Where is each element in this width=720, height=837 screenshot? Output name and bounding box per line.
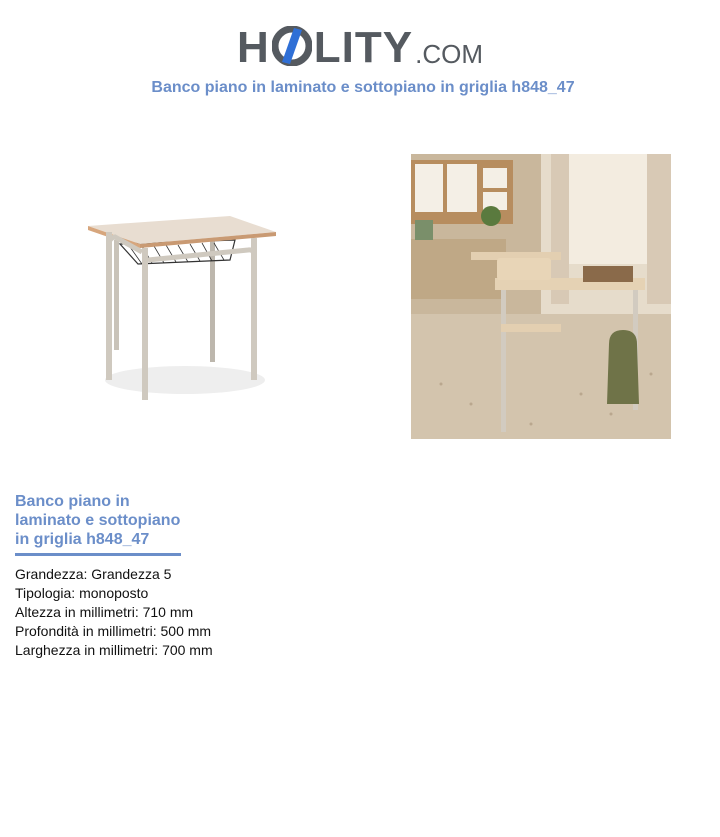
spec-row-grandezza: Grandezza: Grandezza 5 bbox=[15, 566, 172, 582]
spec-value: monoposto bbox=[79, 585, 149, 601]
section-divider bbox=[15, 553, 181, 556]
classroom-photo bbox=[411, 154, 671, 439]
spec-row-profondita: Profondità in millimetri: 500 mm bbox=[15, 623, 212, 639]
page-title: Banco piano in laminato e sottopiano in griglia h848_47 bbox=[151, 79, 575, 96]
spec-label: Altezza in millimetri bbox=[15, 604, 135, 620]
spec-value: Grandezza 5 bbox=[91, 566, 172, 582]
spec-value: 500 mm bbox=[160, 623, 212, 639]
spec-row-tipologia: Tipologia: monoposto bbox=[15, 585, 149, 601]
logo-o-icon bbox=[272, 26, 312, 66]
brand-logo[interactable] bbox=[0, 10, 720, 70]
spec-row-altezza: Altezza in millimetri: 710 mm bbox=[15, 604, 194, 620]
spec-list bbox=[15, 565, 213, 660]
spec-label: Tipologia bbox=[15, 585, 72, 601]
logo-tld: .COM bbox=[415, 39, 483, 69]
spec-value: 710 mm bbox=[142, 604, 194, 620]
logo-text: H LITY bbox=[237, 23, 414, 72]
product-section-title: Banco piano in laminato e sottopiano in griglia h848_47 bbox=[15, 493, 181, 548]
spec-label: Larghezza in millimetri bbox=[15, 642, 155, 658]
spec-label: Grandezza bbox=[15, 566, 84, 582]
spec-value: 700 mm bbox=[162, 642, 213, 658]
spec-row-larghezza: Larghezza in millimetri: 700 mm bbox=[15, 642, 213, 658]
school-desk-photo bbox=[80, 200, 285, 410]
spec-label: Profondità in millimetri bbox=[15, 623, 153, 639]
